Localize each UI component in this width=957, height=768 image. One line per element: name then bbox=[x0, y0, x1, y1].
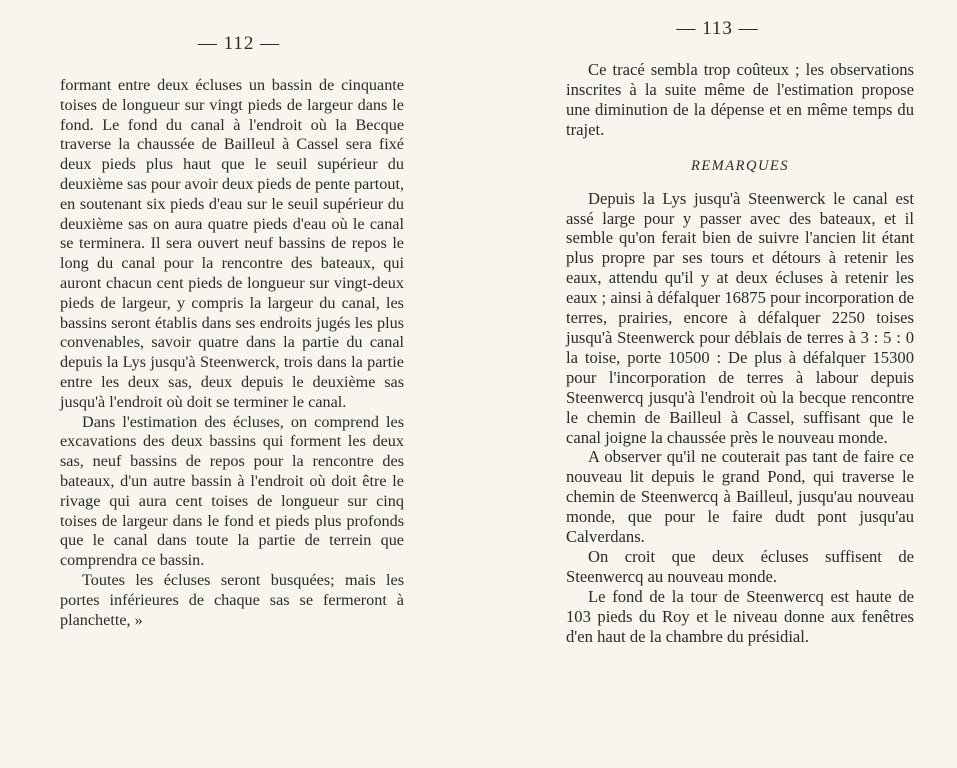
paragraph: Depuis la Lys jusqu'à Steenwerck le canal est assé large pour y passer avec des bateaux, et il semble qu'on ferait bien de suivre l'ancien lit étant plus propre par ses tours et détours à retenir les eaux, attendu qu'il y at deux écluses à retenir les eaux ; ainsi à défalquer 16875 pour incorporation de terres, prairies, encore à défalquer 2250 toises jusqu'à Steenwerck pour déblais de terres à 3 : 5 : 0 la toise, porte 10500 : De plus à défalquer 15300 pour l'incorporation de terres à labour depuis Steenwercq jusqu'à l'endroit où la becque rencontre le chemin de Bailleul à Cassel, suffisant que le canal joigne la chaussée près le nouveau monde. bbox=[566, 188, 914, 447]
paragraph: Toutes les écluses seront busquées; mais les portes inférieures de chaque sas se fermeront à planchette, » bbox=[60, 570, 404, 629]
paragraph: A observer qu'il ne couterait pas tant de faire ce nouveau lit depuis le grand Pond, qui traverse le chemin de Steenwercq à Bailleul, jusqu'au nouveau monde, que pour le faire dudt pont jusqu'au Calverdans. bbox=[566, 447, 914, 547]
paragraph: formant entre deux écluses un bassin de cinquante toises de longueur sur vingt pieds de largeur dans le fond. Le fond du canal à l'endroit où la Becque traverse la chaussée de Bailleul à Cassel sera fixé deux pieds plus haut que le seuil supérieur du deuxième sas pour avoir deux pieds de pente partout, en soutenant six pieds d'eau sur le seuil supérieur du deuxième sas on aura quatre pieds d'eau où le canal se terminera. Il sera ouvert neuf bassins de repos le long du canal pour la rencontre des bateaux, qui auront chacun cent pieds de longueur sur vingt-deux pieds de largeur, y compris la largeur du canal, les bassins seront établis dans ses endroits jugés les plus convenables, savoir quatre dans la partie du canal depuis la Lys jusqu'à Steenwerck, trois dans la partie entre les deux sas, deux depuis le deuxième sas jusqu'à l'endroit où doit se terminer le canal. bbox=[60, 76, 404, 411]
page-number-right: — 113 — bbox=[676, 18, 759, 39]
right-page-body bbox=[566, 60, 914, 646]
left-page-body bbox=[60, 76, 404, 630]
paragraph: Dans l'estimation des écluses, on comprend les excavations des deux bassins qui forment les deux sas, neuf bassins de repos pour la rencontre des bateaux, d'un autre bassin à l'endroit où doit être le rivage qui aura cent toises de longueur sur cinq toises de largeur dans le fond et pieds plus profonds que le canal dans toute la partie de terrein que comprendra ce bassin. bbox=[60, 412, 404, 570]
intro-paragraph: Ce tracé sembla trop coûteux ; les observations inscrites à la suite même de l'estimation propose une diminution de la dépense et en même temps du trajet. bbox=[566, 60, 914, 139]
paragraph: On croit que deux écluses suffisent de Steenwercq au nouveau monde. bbox=[566, 546, 914, 586]
left-page bbox=[0, 0, 478, 768]
paragraph: Le fond de la tour de Steenwercq est haute de 103 pieds du Roy et le niveau donne aux fenêtres d'en haut de la chambre du présidial. bbox=[566, 586, 914, 646]
page-number-left: — 112 — bbox=[197, 33, 281, 54]
section-title: REMARQUES bbox=[690, 157, 790, 174]
